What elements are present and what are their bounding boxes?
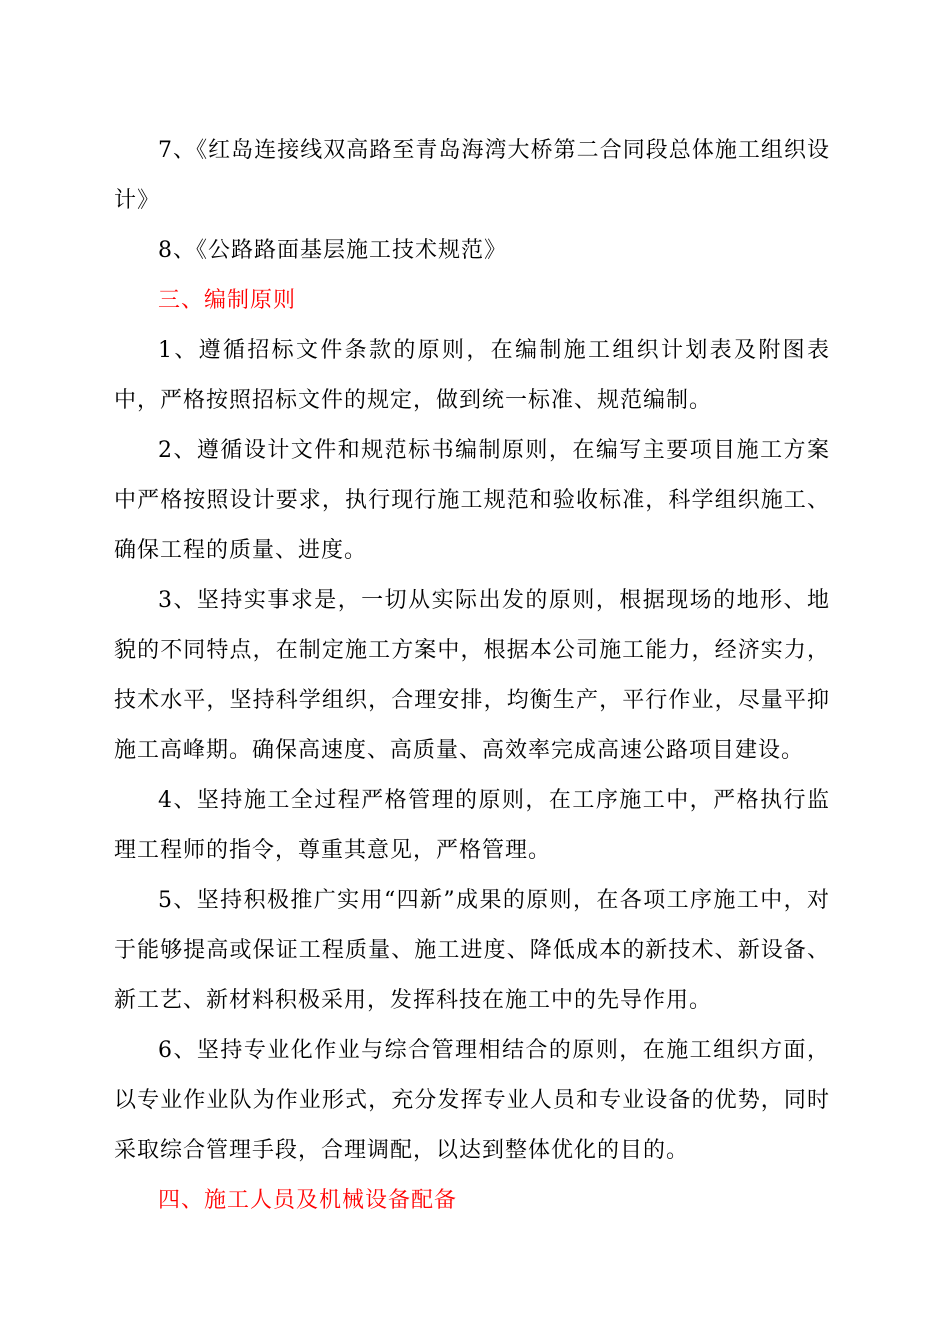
reference-item-7: 7、《红岛连接线双高路至青岛海湾大桥第二合同段总体施工组织设计》 (114, 138, 830, 213)
section-heading-compilation-principles: 三、编制原则 (158, 288, 297, 313)
principle-item-3: 3、坚持实事求是，一切从实际出发的原则，根据现场的地形、地貌的不同特点，在制定施工方案中，根据本公司施工能力，经济实力，技术水平，坚持科学组织，合理安排，均衡生产，平行作业，尽量平抑施工高峰期。确保高速度、高质量、高效率完成高速公路项目建设。 (114, 588, 830, 763)
principle-item-4: 4、坚持施工全过程严格管理的原则，在工序施工中，严格执行监理工程师的指令，尊重其意见，严格管理。 (114, 788, 830, 863)
reference-item-8: 8、《公路路面基层施工技术规范》 (158, 238, 507, 263)
principle-item-1: 1、遵循招标文件条款的原则，在编制施工组织计划表及附图表中，严格按照招标文件的规定，做到统一标准、规范编制。 (114, 338, 830, 413)
section-heading-personnel-equipment: 四、施工人员及机械设备配备 (158, 1188, 458, 1213)
principle-item-5: 5、坚持积极推广实用“四新”成果的原则，在各项工序施工中，对于能够提高或保证工程质量、施工进度、降低成本的新技术、新设备、新工艺、新材料积极采用，发挥科技在施工中的先导作用。 (114, 888, 830, 1013)
principle-item-6: 6、坚持专业化作业与综合管理相结合的原则，在施工组织方面，以专业作业队为作业形式，充分发挥专业人员和专业设备的优势，同时采取综合管理手段，合理调配，以达到整体优化的目的。 (114, 1038, 830, 1163)
principle-item-2: 2、遵循设计文件和规范标书编制原则，在编写主要项目施工方案中严格按照设计要求，执行现行施工规范和验收标准，科学组织施工、确保工程的质量、进度。 (114, 438, 830, 563)
